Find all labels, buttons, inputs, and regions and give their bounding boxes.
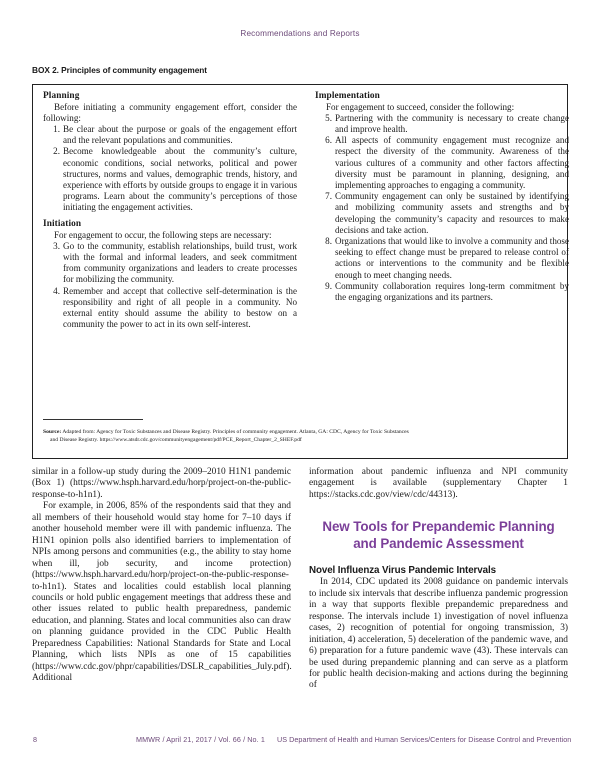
- publishing-agency: US Department of Health and Human Services/Centers for Disease Control and Prevention: [277, 735, 572, 744]
- list-item-number: 1.: [53, 123, 60, 134]
- list-item: [43, 124, 297, 146]
- box-inner: [43, 91, 569, 458]
- list-item-text: Organizations that would like to involve a community and those seeking to effect change must be prepared to release control of actions or interventions to the community and be flexible enough to meet changing needs.: [335, 235, 569, 280]
- initiation-lead: For engagement to occur, the following steps are necessary:: [54, 229, 272, 240]
- source-rule: [43, 419, 143, 420]
- list-item-number: 2.: [53, 146, 60, 157]
- implementation-heading: Implementation: [315, 91, 380, 101]
- body-paragraph: information about pandemic influenza and NPI community engagement is available (supplementary Chapter 1 https://stacks.cdc.gov/view/cdc/44313).: [309, 467, 568, 500]
- list-item-number: 8.: [325, 235, 332, 246]
- list-item: [43, 286, 297, 331]
- body-paragraph: In 2014, CDC updated its 2008 guidance on pandemic intervals to include six intervals that describe influenza pandemic progression in a way that supports flexible prepandemic preparedness and response. The intervals include 1) investigation of novel influenza cases, 2) recognition of potential for ongoing transmission, 3) initiation, 4) acceleration, 5) deceleration of the pandemic wave, and 6) preparation for a future pandemic wave (43). These intervals can be used during prepandemic planning and can serve as a platform for public health decision-making and actions during the beginning of: [309, 577, 568, 691]
- source-line-2: and Disease Registry. https://www.atsdr.cdc.gov/communityengagement/pdf/PCE_Report_Chapter_2_SHEF.pdf: [50, 436, 302, 443]
- body-columns: [32, 467, 568, 692]
- page-number: 8: [33, 735, 37, 744]
- planning-heading: Planning: [43, 91, 80, 101]
- list-item-text: Community engagement can only be sustained by identifying and mobilizing community assets and strengths and by developing the community’s capacity and resources to make decisions and take action.: [335, 191, 569, 235]
- list-item-text: Become knowledgeable about the community’s culture, economic conditions, social networks, political and power structures, norms and values, demographic trends, history, and experience with efforts by outside groups to engage it in various programs. Learn about the community’s perceptions of those initiating the engagement activities.: [63, 146, 297, 213]
- list-item: [315, 236, 569, 281]
- planning-lead: Before initiating a community engagement effort, consider the following:: [43, 101, 297, 123]
- list-item-text: Community collaboration requires long-term commitment by the engaging organizations and its partners.: [335, 280, 569, 302]
- list-item: [315, 113, 569, 135]
- planning-list: [43, 124, 297, 214]
- list-item-number: 6.: [325, 135, 332, 146]
- list-item: [315, 281, 569, 303]
- initiation-heading: Initiation: [43, 219, 82, 230]
- box-2-principles-of-community-engagement: [32, 84, 568, 459]
- list-item: [315, 135, 569, 191]
- page-footer: [0, 735, 600, 747]
- list-item-text: Be clear about the purpose or goals of the engagement effort and the relevant populations and communities.: [63, 123, 297, 146]
- list-item: [43, 146, 297, 213]
- list-item-text: Remember and accept that collective self-determination is the responsibility and right of all people in a community. No external entity should assume the ability to bestow on a community the power to act in its own self-interest.: [63, 285, 297, 330]
- body-paragraph: similar in a follow-up study during the 2009–2010 H1N1 pandemic (Box 1) (https://www.hsph.harvard.edu/horp/project-on-the-public-response-to-h1n1).: [32, 467, 291, 500]
- list-item-text: Partnering with the community is necessary to create change and improve health.: [335, 112, 569, 134]
- box-title: BOX 2. Principles of community engagement: [32, 65, 207, 75]
- subsection-title: Novel Influenza Virus Pandemic Intervals: [309, 565, 496, 577]
- box-right-column: [315, 91, 569, 458]
- box-left-column: [43, 91, 297, 458]
- list-item-number: 3.: [53, 240, 60, 251]
- section-title: New Tools for Prepandemic Planning and Pandemic Assessment: [322, 519, 555, 552]
- source-label: Source:: [43, 429, 62, 436]
- body-paragraph: For example, in 2006, 85% of the respondents said that they and all members of their household would stay home for 7–10 days if another household member were ill with pandemic influenza. The H1N1 opinion polls also identified barriers to implementation of NPIs among persons and communities (e.g., the ability to stay home when ill, job security, and income protection) (https://www.hsph.harvard.edu/horp/project-on-the-public-response-to-h1n1). States and localities could establish local planning councils or hold public engagement meetings that address these and other issues related to public health preparedness, pandemic education, and planning. States and local communities also can draw on planning guidance provided in the CDC Public Health Preparedness Capabilities: National Standards for State and Local Planning, which lists NPIs as one of 15 capabilities (https://www.cdc.gov/phpr/capabilities/DSLR_capabilities_July.pdf). Additional: [32, 501, 292, 684]
- initiation-list: [43, 241, 297, 331]
- implementation-lead: For engagement to succeed, consider the following:: [326, 101, 515, 112]
- list-item: [43, 241, 297, 286]
- list-item-text: Go to the community, establish relationships, build trust, work with the formal and informal leaders, and seek commitment from community organizations and leaders to create processes for mobilizing the community.: [63, 240, 297, 285]
- list-item-number: 5.: [325, 112, 332, 123]
- box-source-note: [43, 429, 557, 444]
- body-left-column: [32, 467, 291, 692]
- list-item-text: All aspects of community engagement must recognize and respect the diversity of the community. Awareness of the various cultures of a community and other factors affecting diversity must be paramount in planning, designing, and implementing approaches to engaging a community.: [335, 135, 569, 190]
- journal-issue: MMWR / April 21, 2017 / Vol. 66 / No. 1: [136, 735, 265, 744]
- source-line-1: Adapted from: Agency for Toxic Substances and Disease Registry. Principles of community engagement. Atlanta, GA: CDC, Agency for Toxic Substances: [61, 429, 409, 436]
- list-item-number: 4.: [53, 285, 60, 296]
- list-item-number: 7.: [325, 191, 332, 202]
- running-head: Recommendations and Reports: [240, 29, 360, 38]
- list-item-number: 9.: [325, 280, 332, 291]
- body-right-column: [309, 467, 568, 692]
- implementation-list: [315, 113, 569, 303]
- list-item: [315, 191, 569, 236]
